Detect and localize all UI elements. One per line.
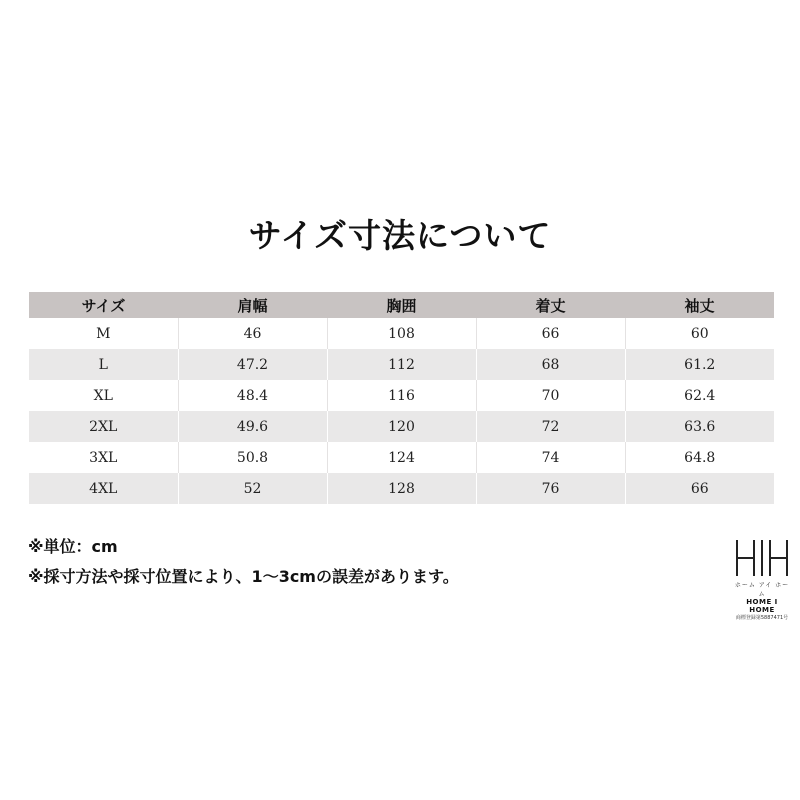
table-row xyxy=(29,380,774,411)
cell-sleeve: 63.6 xyxy=(625,411,774,442)
table-row xyxy=(29,318,774,349)
hih-logo-icon xyxy=(732,538,792,578)
cell-size: 4XL xyxy=(29,473,178,504)
cell-sleeve: 60 xyxy=(625,318,774,349)
cell-shoulder: 46 xyxy=(178,318,327,349)
cell-sleeve: 64.8 xyxy=(625,442,774,473)
size-table xyxy=(29,292,774,504)
notes xyxy=(28,532,459,592)
table-row xyxy=(29,473,774,504)
cell-chest: 116 xyxy=(327,380,476,411)
table-row xyxy=(29,349,774,380)
cell-chest: 124 xyxy=(327,442,476,473)
unit-note: ※単位：cm xyxy=(28,537,118,556)
logo-kana: ホーム アイ ホーム xyxy=(734,582,790,598)
header-shoulder: 肩幅 xyxy=(237,296,268,315)
cell-chest: 120 xyxy=(327,411,476,442)
cell-shoulder: 50.8 xyxy=(178,442,327,473)
cell-sleeve: 61.2 xyxy=(625,349,774,380)
cell-length: 68 xyxy=(476,349,625,380)
cell-size: XL xyxy=(29,380,178,411)
table-row xyxy=(29,411,774,442)
page-title: サイズ寸法について xyxy=(248,216,552,255)
logo-registration: 商標登録第5887471号 xyxy=(735,615,789,621)
header-length: 着丈 xyxy=(535,296,566,315)
cell-length: 74 xyxy=(476,442,625,473)
cell-shoulder: 52 xyxy=(178,473,327,504)
cell-sleeve: 66 xyxy=(625,473,774,504)
table-header-row xyxy=(29,292,774,318)
cell-size: 3XL xyxy=(29,442,178,473)
header-chest: 胸囲 xyxy=(386,296,417,315)
cell-length: 70 xyxy=(476,380,625,411)
cell-size: M xyxy=(29,318,178,349)
logo-brand: HOME I HOME xyxy=(746,598,778,614)
cell-size: 2XL xyxy=(29,411,178,442)
header-sleeve: 袖丈 xyxy=(684,296,715,315)
cell-shoulder: 48.4 xyxy=(178,380,327,411)
cell-length: 66 xyxy=(476,318,625,349)
header-size: サイズ xyxy=(81,296,126,315)
cell-chest: 128 xyxy=(327,473,476,504)
brand-logo xyxy=(732,538,792,621)
cell-chest: 108 xyxy=(327,318,476,349)
cell-shoulder: 47.2 xyxy=(178,349,327,380)
table-row xyxy=(29,442,774,473)
cell-length: 76 xyxy=(476,473,625,504)
cell-shoulder: 49.6 xyxy=(178,411,327,442)
cell-sleeve: 62.4 xyxy=(625,380,774,411)
error-note: ※採寸方法や採寸位置により、1～3cmの誤差があります。 xyxy=(28,567,459,586)
cell-chest: 112 xyxy=(327,349,476,380)
cell-length: 72 xyxy=(476,411,625,442)
cell-size: L xyxy=(29,349,178,380)
